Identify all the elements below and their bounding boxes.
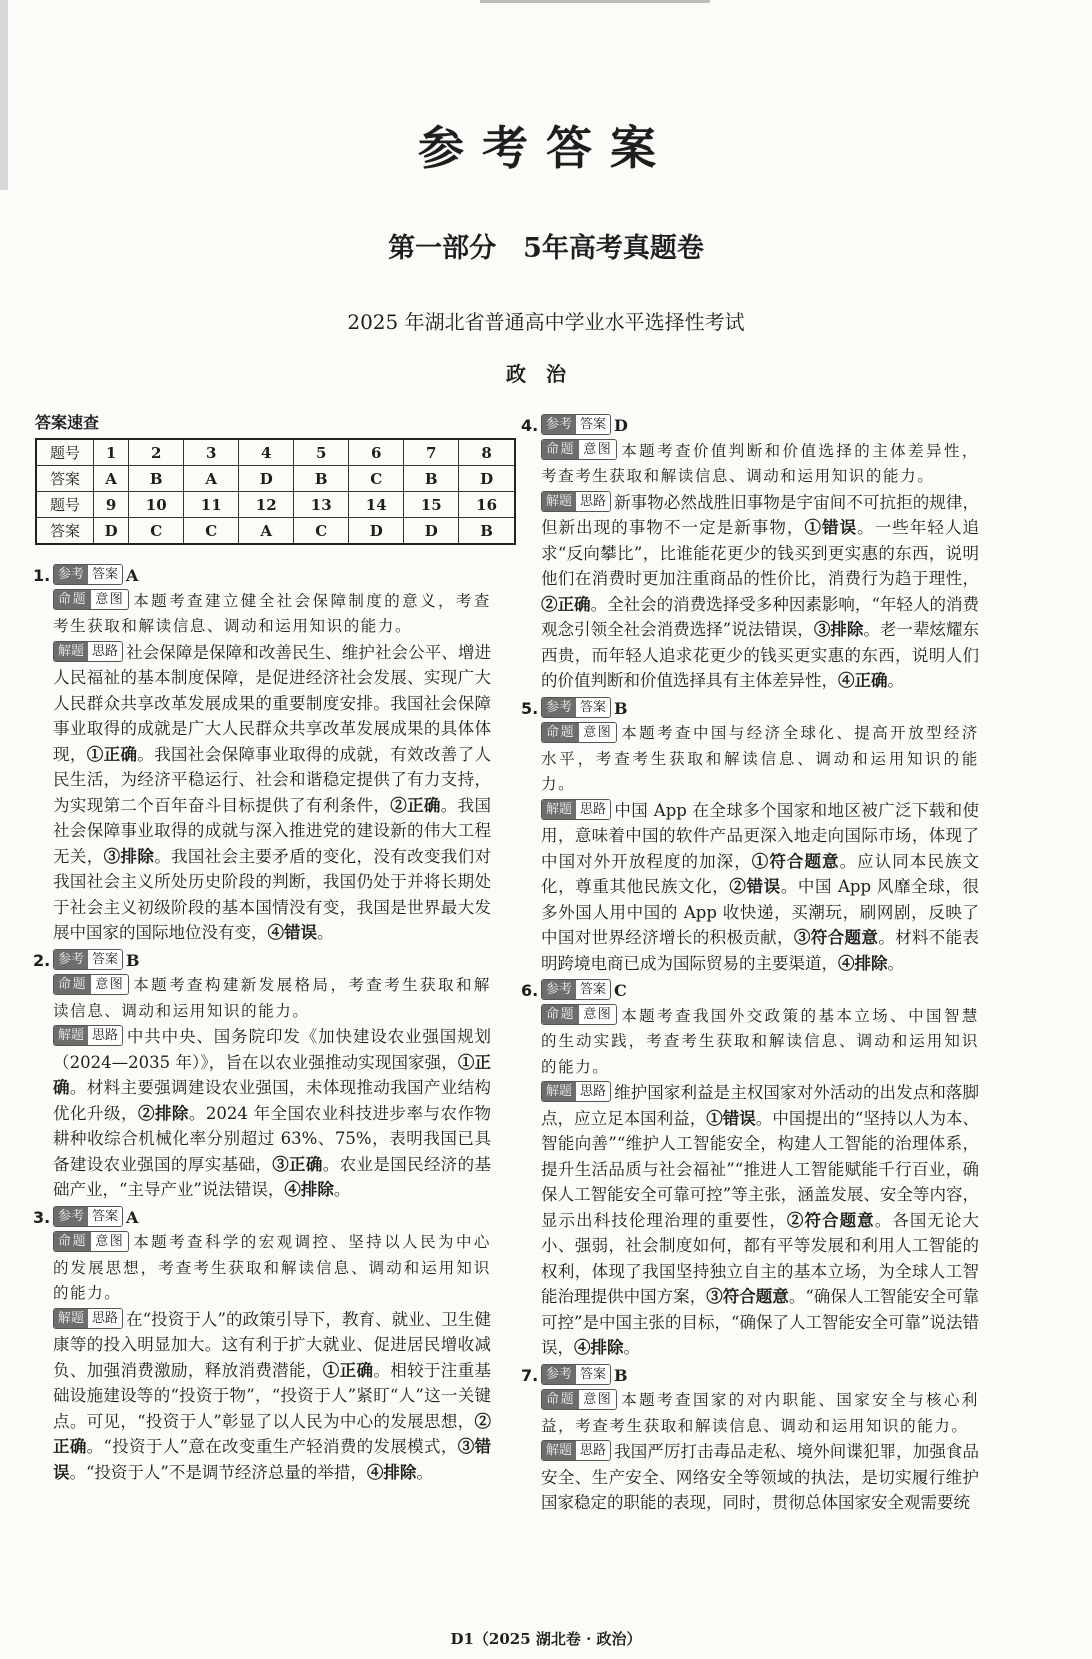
answer-letter: B [614,1365,628,1385]
question-item [33,948,491,1203]
table-cell: B [404,466,459,492]
intent-badge-right: 意图 [91,590,128,609]
analysis-text: 。应认同本民族文化，尊重其他民族文化， [541,851,979,896]
table-cell: B [459,518,515,545]
analysis-badge [53,1025,123,1046]
subject-title: 政治 [506,362,586,386]
intent-badge-right: 意图 [579,1005,616,1024]
answer-letter: A [126,566,139,585]
analysis-badge [53,641,123,662]
analysis-text: 在“投资于人”的政策引导下，教育、就业、卫生健康等的投入明显加大。这有利于扩大就业、促进居民增收减负、加强消费激励，释放消费潜能， [53,1309,491,1380]
intent-badge-left: 命题 [54,975,91,994]
table-cell: D [349,518,404,545]
intent-badge [541,1389,617,1410]
verdict-text: ④排除 [284,1180,334,1199]
verdict-text: ③符合题意 [706,1287,789,1306]
question-number: 7. [521,1365,539,1385]
intent-paragraph [53,589,491,640]
analysis-badge-left: 解题 [542,1441,576,1460]
table-cell: C [129,518,184,545]
analysis-badge-right: 思路 [88,1026,122,1045]
analysis-paragraph [53,1024,491,1203]
left-column [33,563,491,1487]
exam-title: 2025 年湖北省普通高中学业水平选择性考试 [347,310,745,334]
intent-badge-left: 命题 [542,1390,579,1409]
analysis-text: 。农业是国民经济的基础产业，“主导产业”说法错误， [53,1154,492,1199]
right-column [521,413,979,1518]
analysis-badge-right: 思路 [88,1309,122,1328]
intent-text: 本题考查价值判断和价值选择的主体差异性，考查考生获取和解读信息、调动和运用知识的能力。 [541,441,979,485]
answer-badge-right: 答案 [576,980,610,999]
answer-badge-left: 参考 [54,950,88,969]
answer-badge [53,949,123,970]
intent-badge [53,1231,129,1252]
question-number: 4. [521,416,539,435]
answer-badge-left: 参考 [542,415,576,434]
intent-badge-right: 意图 [579,440,616,459]
analysis-paragraph [53,1307,491,1486]
answer-badge [541,697,611,718]
analysis-text: 。老一辈炫耀东西贵，而年轻人追求花更少的钱买更实惠的东西，说明人们的价值判断和价值选择具有主体差异性， [541,620,980,690]
analysis-text: 。相较于注重基础设施建设等的“投资于物”，“投资于人”紧盯“人”这一关键点。可见，“投资于人”彰显了以人民为中心的发展思想， [53,1360,492,1431]
intent-paragraph [53,1230,491,1307]
table-cell: D [404,518,459,545]
page-footer: D1（2025 湖北卷 · 政治） [450,1630,642,1648]
question-item [521,978,979,1361]
verdict-text: ②排除 [137,1103,189,1123]
answer-letter: A [126,1207,139,1227]
intent-badge [541,722,617,743]
verdict-text: ①正确 [53,1052,491,1097]
analysis-badge-left: 解题 [542,1082,576,1101]
table-cell: 3 [184,439,239,466]
analysis-text: 维护国家利益是主权国家对外活动的出发点和落脚点，应立足本国利益， [541,1083,979,1128]
table-cell: 14 [349,492,404,518]
analysis-text: 。材料不能表明跨境电商已成为国际贸易的主要渠道， [541,928,980,973]
answer-line [53,948,491,974]
verdict-text: ④排除 [838,953,888,973]
answer-badge-left: 参考 [542,698,576,717]
question-number: 6. [521,981,539,1000]
row-label: 答案 [36,466,94,492]
answer-badge-left: 参考 [54,565,88,584]
analysis-badge [53,1308,123,1329]
table-cell: 2 [129,439,184,466]
verdict-text: ③错误 [53,1437,492,1482]
table-row [36,518,515,545]
verdict-text: ①正确 [86,744,138,764]
analysis-badge-right: 思路 [576,800,610,819]
verdict-text: ④排除 [574,1338,624,1357]
analysis-paragraph [541,798,979,977]
quick-answer-title: 答案速查 [35,413,100,432]
intent-text: 本题考查中国与经济全球化、提高开放型经济水平，考查考生获取和解读信息、调动和运用知识的能力。 [541,724,979,793]
table-cell: 4 [239,439,294,466]
intent-text: 本题考查我国外交政策的基本立场、中国智慧的生动实践，考查考生获取和解读信息、调动和运用知识的能力。 [541,1006,979,1076]
analysis-text: 。中国 App 风靡全球，很多外国人用中国的 App 收快递，买潮玩，刷网剧，反映了中国对世界经济增长的积极贡献， [541,877,980,947]
page-title: 参考答案 [418,121,674,175]
analysis-text: 。一些年轻人追求“反向攀比”，比谁能花更少的钱买到更实惠的东西，说明他们在消费时更加注重商品的性价比，消费行为趋于理性， [541,518,979,588]
answer-table [35,438,516,545]
verdict-text: ②正确 [53,1411,491,1456]
intent-badge-left: 命题 [542,1005,579,1024]
intent-paragraph [541,439,979,490]
question-number: 1. [33,566,51,585]
verdict-text: ③排除 [103,846,155,866]
row-label: 题号 [36,492,94,518]
intent-badge-right: 意图 [579,723,616,742]
intent-text: 本题考查建立健全社会保障制度的意义，考查考生获取和解读信息、调动和运用知识的能力。 [53,591,491,635]
intent-text: 本题考查国家的对内职能、国家安全与核心利益，考查考生获取和解读信息、调动和运用知识的能力。 [541,1391,979,1435]
question-number: 3. [33,1207,51,1227]
analysis-text: 中国 App 在全球多个国家和地区被广泛下载和使用，意味着中国的软件产品更深入地走向国际市场，体现了中国对外开放程度的加深， [541,800,979,871]
verdict-text: ②错误 [729,877,781,896]
answer-line [541,696,979,722]
analysis-text: 。2024 年全国农业科技进步率与农作物耕种收综合机械化率分别超过 63%、75%，表明我国已具备建设农业强国的厚实基础， [53,1103,491,1174]
table-cell: 8 [459,439,515,466]
table-cell: D [239,466,294,492]
answer-letter: B [614,698,628,718]
table-cell: A [239,518,294,545]
table-row [36,492,515,518]
analysis-text: 。全社会的消费选择受多种因素影响，“年轻人的消费观念引领全社会消费选择”说法错误， [541,594,980,639]
intent-paragraph [541,721,979,798]
answer-badge [53,564,123,585]
table-cell: 1 [94,439,129,466]
analysis-text: 。材料主要强调建设农业强国，未体现推动我国产业结构优化升级， [53,1078,492,1123]
intent-badge-right: 意图 [91,1232,128,1251]
analysis-text: 社会保障是保障和改善民生、维护社会公平、增进人民福祉的基本制度保障，是促进经济社会发展、实现广大人民群众共享改革发展成果的重要制度安排。我国社会保障事业取得的成就是广大人民群众共享改革发展成果的具体体现， [53,642,491,764]
table-cell: 6 [349,439,404,466]
intent-badge [53,974,129,995]
answer-badge-right: 答案 [576,698,610,717]
intent-badge-left: 命题 [54,1232,91,1251]
analysis-text: 。 [623,1338,640,1357]
analysis-badge-left: 解题 [54,1026,88,1045]
table-cell: 9 [94,492,129,518]
scan-top-line [480,0,710,3]
answer-badge [541,979,611,1000]
table-row [36,439,515,466]
intent-badge-left: 命题 [542,440,579,459]
analysis-badge-right: 思路 [576,1082,610,1101]
table-cell: C [294,518,349,545]
analysis-text: 。“投资于人”不是调节经济总量的举措， [69,1462,367,1482]
analysis-text: 。 [333,1180,351,1199]
intent-badge [541,1004,617,1025]
answer-badge-right: 答案 [88,1207,122,1226]
intent-badge-right: 意图 [579,1390,616,1409]
answer-letter: B [126,950,140,970]
table-cell: A [94,466,129,492]
table-cell: D [94,518,129,545]
answer-line [53,563,491,589]
verdict-text: ④错误 [267,923,317,942]
question-item [521,696,979,977]
table-cell: B [129,466,184,492]
analysis-badge-right: 思路 [88,642,122,661]
analysis-badge [541,799,611,820]
table-cell: A [184,466,239,492]
table-cell: 13 [294,492,349,518]
answer-badge [53,1206,123,1227]
analysis-text: 新事物必然战胜旧事物是宇宙间不可抗拒的规律，但新出现的事物不一定是新事物， [541,492,979,537]
question-item [521,1363,979,1516]
intent-text: 本题考查构建新发展格局，考查考生获取和解读信息、调动和运用知识的能力。 [53,976,491,1020]
question-number: 5. [521,698,539,718]
analysis-badge-left: 解题 [542,800,576,819]
intent-badge-left: 命题 [542,723,579,742]
analysis-text: 。我国社会主要矛盾的变化，没有改变我们对我国社会主义所处历史阶段的判断，我国仍处于并将长期处于社会主义初级阶段的基本国情没有变，我国是世界最大发展中国家的国际地位没有变， [53,846,492,942]
analysis-badge-left: 解题 [54,1309,88,1328]
analysis-badge-right: 思路 [576,1441,610,1460]
verdict-text: ③排除 [813,620,864,639]
table-cell: 11 [184,492,239,518]
analysis-badge [541,491,611,512]
verdict-text: ③符合题意 [793,928,879,947]
answer-badge-right: 答案 [88,950,122,969]
intent-paragraph [541,1004,979,1081]
analysis-text: 。“投资于人”意在改变重生产轻消费的发展模式， [86,1437,458,1456]
analysis-paragraph [53,640,491,946]
analysis-text: 。 [416,1462,433,1482]
answer-line [541,1363,979,1389]
analysis-text: 。我国社会保障事业取得的成就，有效改善了人民生活，为经济平稳运行、社会和谐稳定提供了有力支持，为实现第二个百年奋斗目标提供了有利条件， [53,744,492,815]
verdict-text: ②正确 [541,594,591,614]
table-cell: 12 [239,492,294,518]
question-number: 2. [33,950,51,970]
analysis-text: 中共中央、国务院印发《加快建设农业强国规划（2024—2035 年）》，旨在以农业强推动实现国家强， [53,1027,491,1072]
table-cell: C [349,466,404,492]
table-cell: 16 [459,492,515,518]
question-item [33,1205,491,1486]
row-label: 答案 [36,518,94,545]
question-item [33,563,491,946]
answer-line [541,413,979,439]
table-cell: 15 [404,492,459,518]
analysis-badge [541,1440,611,1461]
table-cell: D [459,466,515,492]
intent-badge [541,439,617,460]
analysis-text: 。 [887,953,904,973]
answer-letter: D [614,416,628,435]
verdict-text: ②正确 [390,795,441,815]
intent-text: 本题考查科学的宏观调控、坚持以人民为中心的发展思想，考查考生获取和解读信息、调动和运用知识的能力。 [53,1233,491,1302]
row-label: 题号 [36,439,94,466]
table-cell: C [184,518,239,545]
table-cell: 5 [294,439,349,466]
table-row [36,466,515,492]
intent-badge-right: 意图 [91,975,128,994]
analysis-text: 。“确保人工智能安全可靠可控”是中国主张的目标，“确保了人工智能安全可靠”说法错误， [541,1287,980,1357]
verdict-text: ④正确 [838,671,888,690]
intent-paragraph [53,973,491,1024]
verdict-text: ①符合题意 [751,851,840,871]
answer-badge-right: 答案 [576,415,610,434]
analysis-text: 。中国提出的“坚持以人为本、智能向善”“维护人工智能安全，构建人工智能的治理体系，提升生活品质与社会福祉”“推进人工智能赋能千行百业，确保人工智能安全可靠可控”等主张，涵盖发展、安全等内容，显示出科技伦理治理的重要性， [541,1108,980,1230]
answer-letter: C [614,981,627,1000]
intent-badge [53,589,129,610]
analysis-badge-left: 解题 [54,642,88,661]
answer-badge-right: 答案 [576,1365,610,1384]
analysis-badge [541,1081,611,1102]
verdict-text: ①正确 [322,1360,374,1380]
table-cell: 7 [404,439,459,466]
analysis-text: 。各国无论大小、强弱，社会制度如何，都有平等发展和利用人工智能的权利，体现了我国坚持独立自主的基本立场，为全球人工智能治理提供中国方案， [541,1210,979,1306]
analysis-paragraph [541,490,979,694]
answer-badge-left: 参考 [542,980,576,999]
analysis-text: 。 [887,671,904,690]
answer-badge [541,414,611,435]
analysis-badge-left: 解题 [542,492,576,511]
verdict-text: ④排除 [366,1462,417,1482]
verdict-text: ①错误 [706,1108,756,1128]
answer-line [541,978,979,1004]
analysis-paragraph [541,1080,979,1361]
analysis-badge-right: 思路 [576,492,610,511]
part-heading: 第一部分 5年高考真题卷 [388,233,704,264]
verdict-text: ①错误 [804,518,858,537]
analysis-text: 。我国社会保障事业取得的成就与深入推进党的建设新的伟大工程无关， [53,795,492,866]
answer-line [53,1205,491,1231]
intent-badge-left: 命题 [54,590,91,609]
verdict-text: ③正确 [272,1154,323,1174]
question-item [521,413,979,694]
answer-badge [541,1364,611,1385]
answer-badge-left: 参考 [54,1207,88,1226]
table-cell: 10 [129,492,184,518]
table-cell: B [294,466,349,492]
analysis-text: 我国严厉打击毒品走私、境外间谍犯罪，加强食品安全、生产安全、网络安全等领域的执法，是切实履行维护国家稳定的职能的表现，同时，贯彻总体国家安全观需要统 [541,1442,979,1512]
verdict-text: ②符合题意 [786,1210,875,1230]
answer-badge-left: 参考 [542,1365,576,1384]
analysis-paragraph [541,1439,979,1516]
intent-paragraph [541,1388,979,1439]
analysis-text: 。 [317,923,334,942]
answer-badge-right: 答案 [88,565,122,584]
